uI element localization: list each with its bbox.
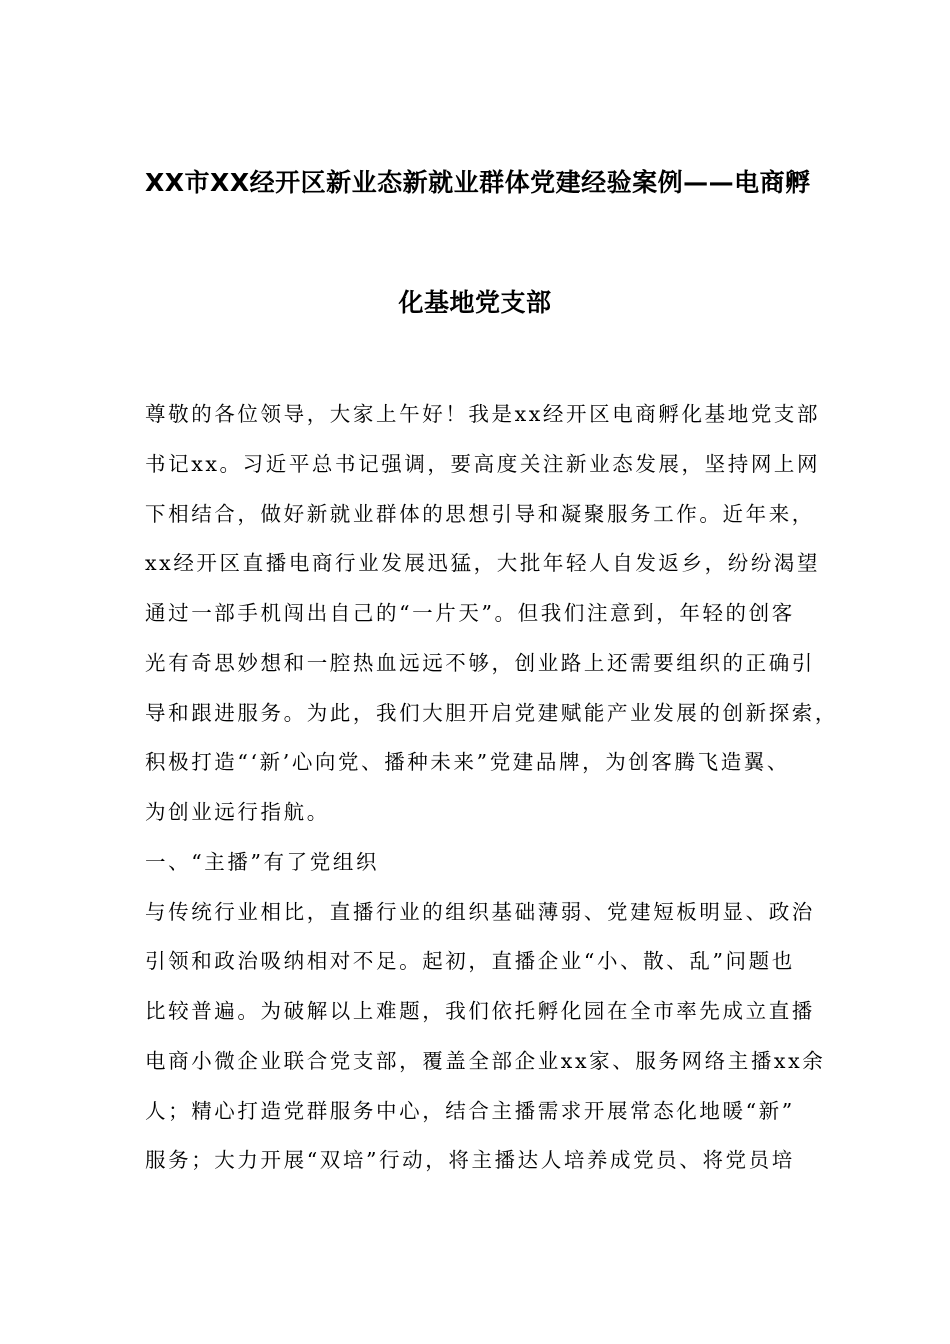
body-line: 下相结合，做好新就业群体的思想引导和凝聚服务工作。近年来，	[145, 502, 815, 526]
body-line: 比较普遍。为破解以上难题，我们依托孵化园在全市率先成立直播	[145, 999, 815, 1023]
body-line: 为创业远行指航。	[145, 800, 330, 824]
body-line: 引领和政治吸纳相对不足。起初，直播企业“小、散、乱”问题也	[145, 949, 795, 973]
document-title-line-1: XX市XX经开区新业态新就业群体党建经验案例——电商孵	[145, 168, 811, 197]
document-title-line-2: 化基地党支部	[398, 288, 552, 317]
body-line: 人；精心打造党群服务中心，结合主播需求开展常态化地暖“新”	[145, 1099, 795, 1123]
section-heading: 一、“主播”有了党组织	[145, 850, 380, 874]
body-line: 服务；大力开展“双培”行动，将主播达人培养成党员、将党员培	[145, 1148, 795, 1172]
body-line: 与传统行业相比，直播行业的组织基础薄弱、党建短板明显、政治	[145, 900, 815, 924]
body-line: 书记xx。习近平总书记强调，要高度关注新业态发展，坚持网上网	[145, 452, 821, 476]
body-line: 积极打造“‘新’心向党、播种未来”党建品牌，为创客腾飞造翼、	[145, 750, 790, 774]
body-line: 导和跟进服务。为此，我们大胆开启党建赋能产业发展的创新探索，	[145, 701, 838, 725]
body-line: xx经开区直播电商行业发展迅猛，大批年轻人自发返乡，纷纷渴望	[145, 551, 821, 575]
body-line: 光有奇思妙想和一腔热血远远不够，创业路上还需要组织的正确引	[145, 651, 815, 675]
body-line: 通过一部手机闯出自己的“一片天”。但我们注意到，年轻的创客	[145, 601, 795, 625]
body-line: 尊敬的各位领导，大家上午好！我是xx经开区电商孵化基地党支部	[145, 402, 821, 426]
body-line: 电商小微企业联合党支部，覆盖全部企业xx家、服务网络主播xx余	[145, 1049, 826, 1073]
